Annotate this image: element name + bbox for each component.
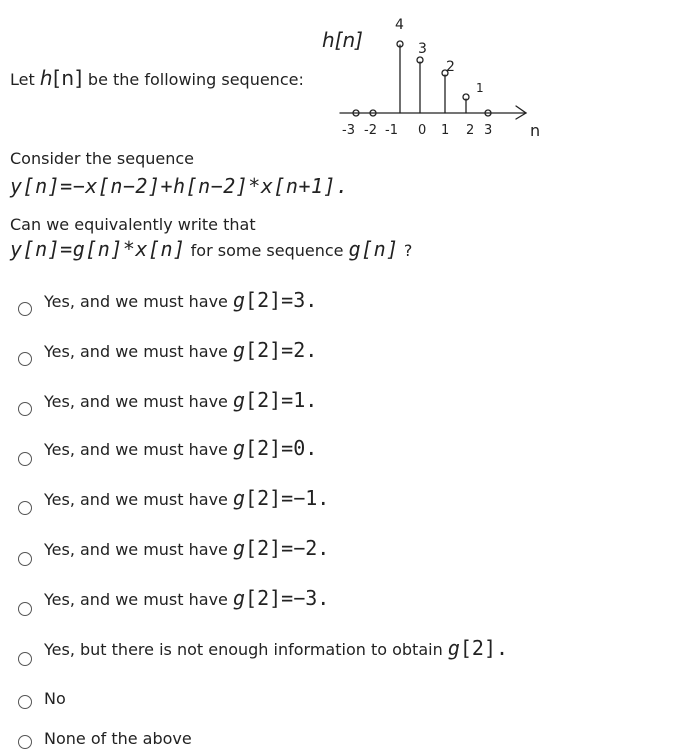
option-label[interactable]: Yes, and we must have g[2]=−3. <box>44 586 330 610</box>
sketch-stem-value: 4 <box>395 17 404 33</box>
question-end: ? <box>403 241 413 260</box>
sketch-stem-value: 2 <box>446 59 455 75</box>
sketch-tick: 0 <box>418 123 427 138</box>
consider-equation: y[n]=−x[n−2]+h[n−2]*x[n+1]. <box>10 174 349 198</box>
question-gvar: g[n] <box>348 237 399 261</box>
option-label[interactable]: Yes, but there is not enough information to obtain g[2]. <box>44 636 509 660</box>
stem-plot-sketch <box>0 0 676 150</box>
option-radio[interactable] <box>18 652 32 666</box>
option-radio[interactable] <box>18 602 32 616</box>
option-radio[interactable] <box>18 501 32 515</box>
option-radio[interactable] <box>18 302 32 316</box>
option-radio[interactable] <box>18 552 32 566</box>
intro-h-var: h[n] <box>39 66 83 90</box>
option-radio[interactable] <box>18 735 32 749</box>
question-equation: y[n]=g[n]*x[n] <box>10 237 186 261</box>
sketch-tick: 3 <box>484 123 493 138</box>
option-label[interactable]: Yes, and we must have g[2]=−1. <box>44 486 330 510</box>
option-radio[interactable] <box>18 452 32 466</box>
consider-text: Consider the sequence <box>10 149 194 168</box>
option-label[interactable]: Yes, and we must have g[2]=2. <box>44 338 318 362</box>
option-label[interactable]: No <box>44 689 66 708</box>
option-label[interactable]: None of the above <box>44 729 192 748</box>
question-text: Can we equivalently write that <box>10 215 256 234</box>
question-line <box>10 237 412 261</box>
option-label[interactable]: Yes, and we must have g[2]=0. <box>44 436 318 460</box>
sketch-stem-value: 1 <box>476 81 484 95</box>
intro-suffix: be the following sequence: <box>87 70 304 89</box>
intro-let: Let <box>10 70 35 89</box>
sketch-label: h[n] <box>322 28 363 52</box>
sketch-tick: 1 <box>441 123 450 138</box>
sketch-tick: 2 <box>466 123 475 138</box>
option-label[interactable]: Yes, and we must have g[2]=3. <box>44 288 318 312</box>
sketch-tick: -2 <box>364 123 377 138</box>
option-radio[interactable] <box>18 352 32 366</box>
option-label[interactable]: Yes, and we must have g[2]=1. <box>44 388 318 412</box>
sketch-axis-var: n <box>530 121 541 140</box>
question-mid: for some sequence <box>190 241 344 260</box>
sketch-tick: -3 <box>342 123 355 138</box>
option-radio[interactable] <box>18 402 32 416</box>
sketch-tick: -1 <box>385 123 398 138</box>
option-radio[interactable] <box>18 695 32 709</box>
sketch-stem-value: 3 <box>418 41 427 57</box>
option-label[interactable]: Yes, and we must have g[2]=−2. <box>44 536 330 560</box>
